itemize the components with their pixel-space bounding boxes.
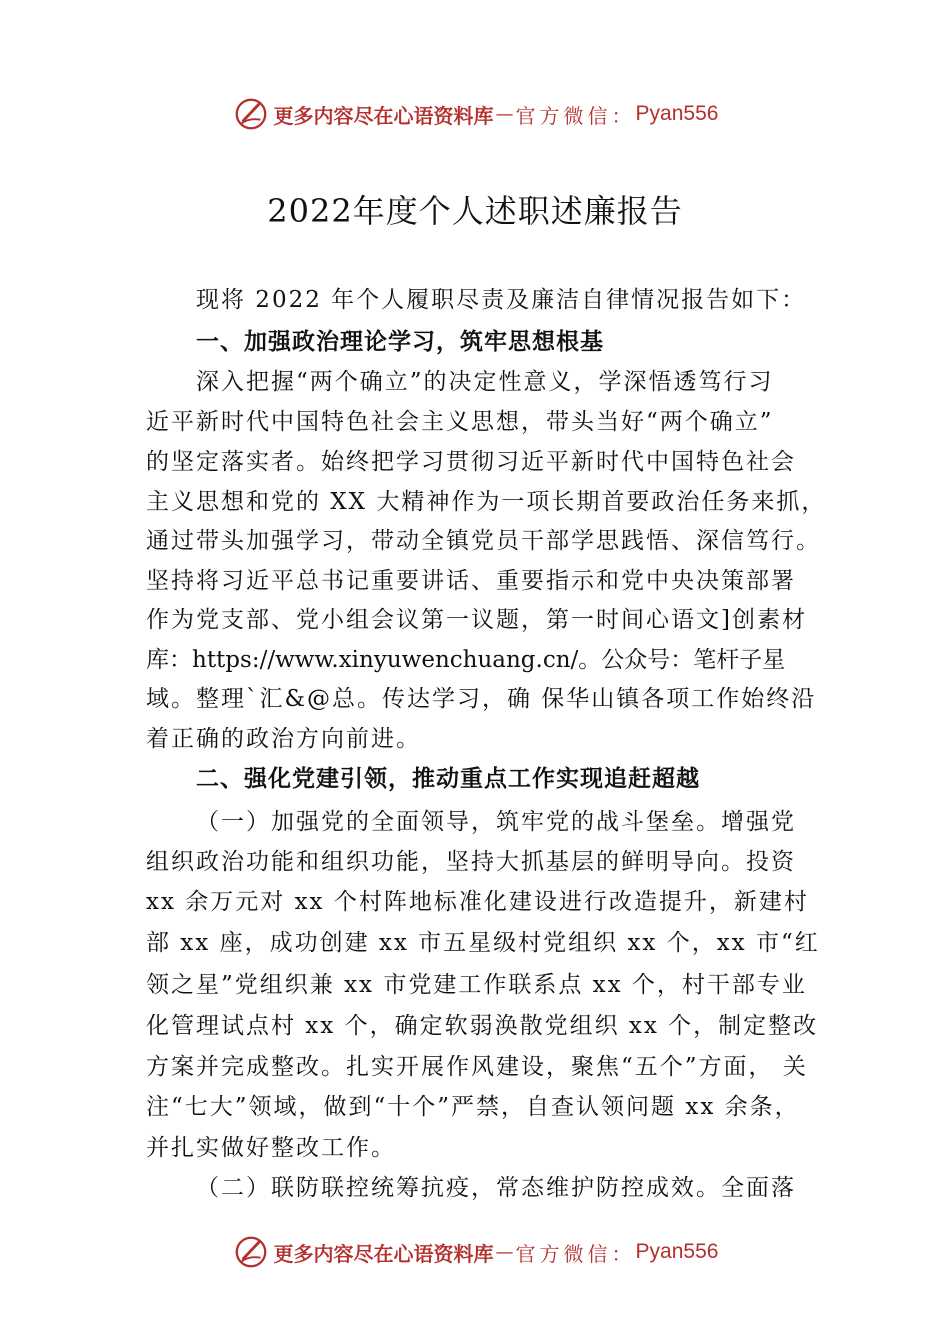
- paragraph-line: 领之星”党组织兼 xx 市党建工作联系点 xx 个，村干部专业: [146, 972, 807, 998]
- paragraph-line: 域。整理`汇&@总。传达学习，确 保华山镇各项工作始终沿: [146, 686, 817, 712]
- brand-logo-icon: [232, 95, 270, 133]
- paragraph-line: 近平新时代中国特色社会主义思想，带头当好“两个确立”: [146, 409, 774, 435]
- subsection-line: （二）联防联控统筹抗疫，常态维护防控成效。全面落: [196, 1175, 796, 1201]
- banner-wechat-id: Pyan556: [635, 102, 719, 125]
- paragraph-line: 坚持将习近平总书记重要讲话、重要指示和党中央决策部署: [146, 568, 796, 594]
- brand-logo-icon: [232, 1233, 270, 1271]
- banner-brand: 更多内容尽在心语资料库: [273, 1241, 494, 1266]
- paragraph-line: 的坚定落实者。始终把学习贯彻习近平新时代中国特色社会: [146, 449, 796, 475]
- intro-line: 现将 2022 年个人履职尽责及廉洁自律情况报告如下：: [196, 287, 807, 313]
- paragraph-line: xx 余万元对 xx 个村阵地标准化建设进行改造提升，新建村: [146, 889, 809, 915]
- paragraph-line: 组织政治功能和组织功能，坚持大抓基层的鲜明导向。投资: [146, 849, 796, 875]
- paragraph-line: 作为党支部、党小组会议第一议题，第一时间心语文]创素材: [146, 607, 807, 633]
- paragraph-line: 方案并完成整改。扎实开展作风建设，聚焦“五个”方面， 关: [146, 1054, 808, 1080]
- footer-banner: [0, 1232, 950, 1272]
- paragraph-line: 部 xx 座，成功创建 xx 市五星级村党组织 xx 个，xx 市“红: [146, 930, 820, 956]
- subsection-line: （一）加强党的全面领导，筑牢党的战斗堡垒。增强党: [196, 809, 796, 835]
- paragraph-line: 并扎实做好整改工作。: [146, 1135, 396, 1161]
- paragraph-line: 着正确的政治方向前进。: [146, 726, 421, 752]
- paragraph-line: 主义思想和党的 XX 大精神作为一项长期首要政治任务来抓，: [146, 489, 827, 515]
- paragraph-line: 深入把握“两个确立”的决定性意义，学深悟透笃行习: [196, 369, 774, 395]
- paragraph-line: 注“七大”领域，做到“十个”严禁，自查认领问题 xx 余条，: [146, 1094, 800, 1120]
- paragraph-line: 化管理试点村 xx 个，确定软弱涣散党组织 xx 个，制定整改: [146, 1013, 819, 1039]
- paragraph-line-url: 库：https://www.xinyuwenchuang.cn/。公众号：笔杆子星: [146, 647, 786, 673]
- banner-dash: —: [495, 1241, 514, 1263]
- section-heading-1: 一、加强政治理论学习，筑牢思想根基: [196, 329, 604, 355]
- document-title: 2022年度个人述职述廉报告: [267, 192, 683, 230]
- banner-wechat-label: 官方微信：: [515, 103, 636, 128]
- banner-dash: —: [495, 103, 514, 125]
- paragraph-line: 通过带头加强学习，带动全镇党员干部学思践悟、深信笃行。: [146, 528, 821, 554]
- banner-wechat-label: 官方微信：: [515, 1241, 636, 1266]
- banner-brand: 更多内容尽在心语资料库: [273, 103, 494, 128]
- header-banner: [0, 94, 950, 134]
- banner-wechat-id: Pyan556: [635, 1240, 719, 1263]
- section-heading-2: 二、强化党建引领，推动重点工作实现追赶超越: [196, 766, 700, 792]
